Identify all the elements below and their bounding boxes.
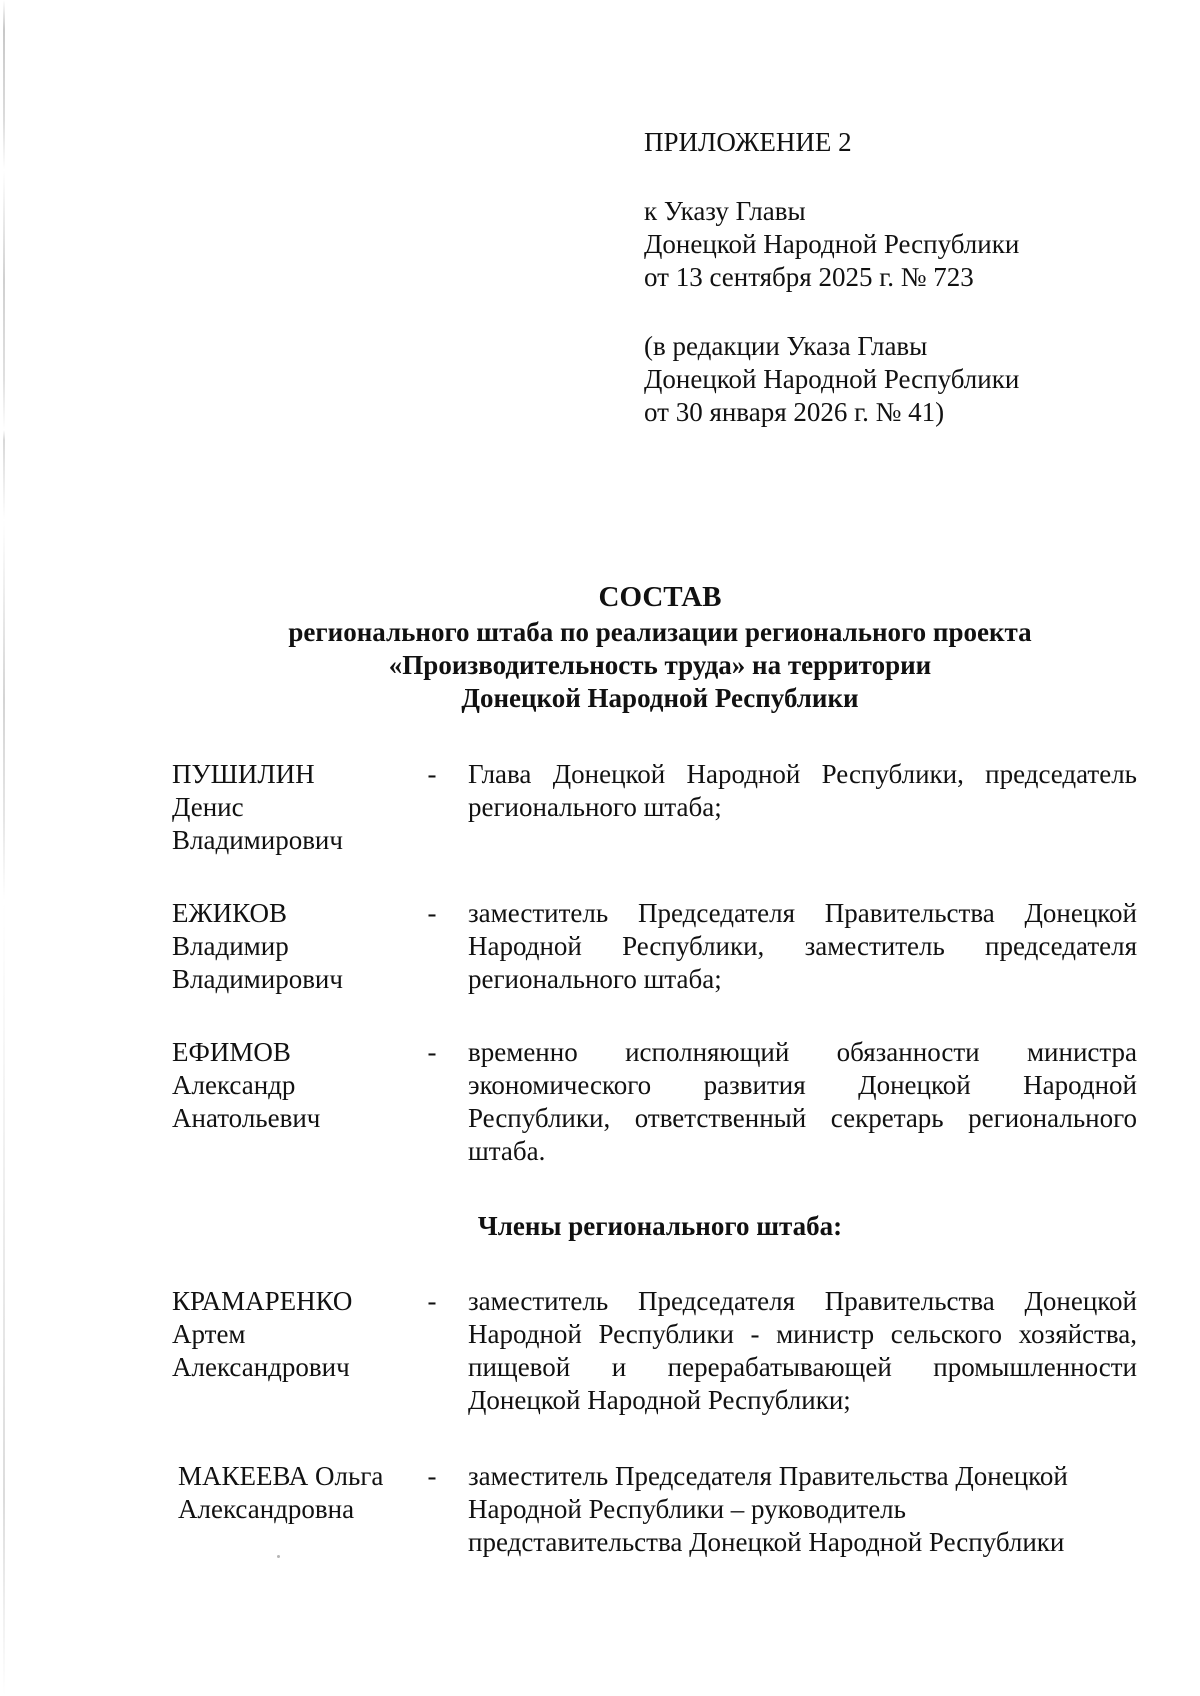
edition-line: Донецкой Народной Республики [644, 364, 1020, 394]
member-surname: КРАМАРЕНКО [172, 1286, 353, 1316]
appendix-label: ПРИЛОЖЕНИЕ 2 [644, 127, 852, 157]
member-first-name: Владимир [172, 931, 289, 961]
member-surname: ПУШИЛИН [172, 759, 315, 789]
member-name [172, 758, 417, 857]
member-patronymic: Анатольевич [172, 1103, 321, 1133]
title-line: Донецкой Народной Республики [461, 683, 859, 713]
decree-reference [644, 195, 1144, 294]
member-role [468, 1460, 1137, 1559]
decree-line: Донецкой Народной Республики [644, 229, 1020, 259]
decree-line: к Указу Главы [644, 196, 806, 226]
member-first-name: Александр [172, 1070, 296, 1100]
member-dash: - [427, 759, 437, 789]
edition-line: (в редакции Указа Главы [644, 331, 928, 361]
appendix-header [644, 126, 1144, 429]
member-dash: - [427, 1037, 437, 1067]
member-role: заместитель Председателя Правительства Донецкой Народной Республики, заместитель председателя регионального штаба; [468, 898, 1137, 994]
title-line: «Производительность труда» на территории [388, 650, 932, 680]
title-line: регионального штаба по реализации регионального проекта [288, 617, 1032, 647]
member-role: Глава Донецкой Народной Республики, председатель регионального штаба; [468, 759, 1137, 822]
member-surname: ЕЖИКОВ [172, 898, 288, 928]
members-heading: Члены регионального штаба: [477, 1211, 843, 1241]
member-patronymic: Владимирович [172, 964, 343, 994]
member-surname: МАКЕЕВА Ольга [178, 1461, 384, 1491]
member-role-line: заместитель Председателя Правительства Донецкой [468, 1461, 1068, 1491]
member-dash: - [427, 1286, 437, 1316]
member-role-line: Народной Республики – руководитель [468, 1494, 906, 1524]
scan-edge-artifact [3, 0, 5, 1696]
decree-line: от 13 сентября 2025 г. № 723 [644, 262, 974, 292]
title-main: СОСТАВ [598, 581, 722, 613]
member-role-line: представительства Донецкой Народной Республики [468, 1527, 1065, 1557]
member-dash: - [427, 898, 437, 928]
member-role: заместитель Председателя Правительства Донецкой Народной Республики - министр сельского хозяйства, пищевой и перерабатывающей промышленности Донецкой Народной Республики; [468, 1286, 1137, 1415]
member-first-name: Денис [172, 792, 244, 822]
member-patronymic: Александровна [178, 1494, 355, 1524]
member-name [172, 1285, 417, 1384]
document-title [160, 578, 1160, 715]
member-name [172, 1036, 417, 1135]
edition-reference [644, 330, 1144, 429]
member-dash: - [427, 1461, 437, 1491]
member-role: временно исполняющий обязанности министра экономического развития Донецкой Народной Республики, ответственный секретарь регионального штаба. [468, 1037, 1137, 1166]
scan-speck [277, 1555, 280, 1558]
member-first-name: Артем [172, 1319, 246, 1349]
member-name [172, 897, 417, 996]
member-patronymic: Владимирович [172, 825, 343, 855]
edition-line: от 30 января 2026 г. № 41) [644, 397, 945, 427]
member-name [178, 1460, 423, 1526]
member-patronymic: Александрович [172, 1352, 350, 1382]
member-surname: ЕФИМОВ [172, 1037, 291, 1067]
